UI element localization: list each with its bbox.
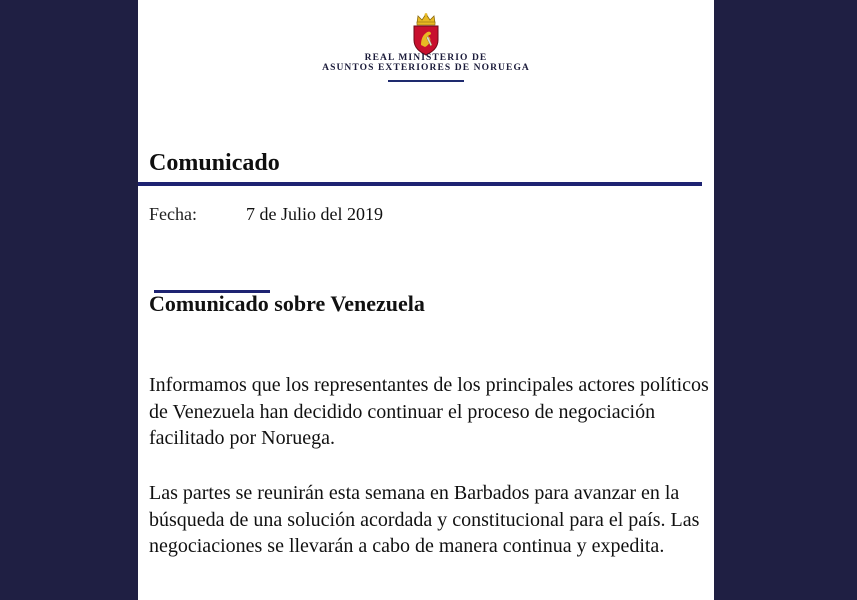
ministry-name	[288, 53, 564, 73]
subject-heading: Comunicado sobre Venezuela	[149, 291, 425, 316]
body-paragraph: Informamos que los representantes de los principales actores políticos de Venezuela han decidido continuar el proceso de negociación facilitado por Noruega.	[149, 374, 709, 449]
page-title: Comunicado	[149, 150, 280, 176]
title-divider	[138, 182, 702, 186]
body-paragraph: Las partes se reunirán esta semana en Barbados para avanzar en la búsqueda de una solución acordada y constitucional para el país. Las negociaciones se llevarán a cabo de manera continua y expedita.	[149, 482, 700, 557]
date-label: Fecha:	[149, 204, 197, 224]
document-page	[138, 0, 714, 600]
ministry-name-line-1: REAL MINISTERIO DE	[364, 53, 488, 63]
date-value: 7 de Julio del 2019	[246, 204, 383, 224]
norway-coat-of-arms-icon	[408, 12, 444, 56]
ministry-name-line-2: ASUNTOS EXTERIORES DE NORUEGA	[322, 63, 530, 73]
ministry-divider	[388, 80, 464, 82]
